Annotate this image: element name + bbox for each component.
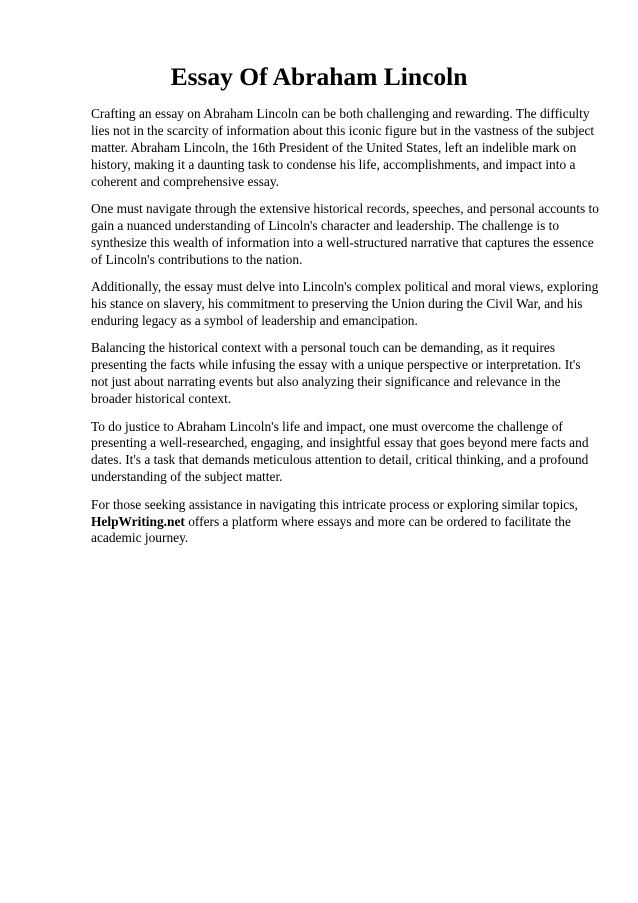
paragraph-views: Additionally, the essay must delve into Lincoln's complex political and moral views, exploring his stance on slavery, his commitment to preserving the Union during the Civil War, and his enduring legacy as a symbol of leadership and emancipation. bbox=[91, 279, 599, 328]
paragraph-research: One must navigate through the extensive historical records, speeches, and personal accounts to gain a nuanced understanding of Lincoln's character and leadership. The challenge is to synthesize this wealth of information into a well-structured narrative that captures the essence of Lincoln's contributions to the nation. bbox=[91, 201, 599, 267]
paragraph-justice: To do justice to Abraham Lincoln's life and impact, one must overcome the challenge of presenting a well-researched, engaging, and insightful essay that goes beyond mere facts and dates. It's a task that demands meticulous attention to detail, critical thinking, and a profound understanding of the subject matter. bbox=[91, 418, 589, 485]
closing-lead-text: For those seeking assistance in navigating this intricate process or exploring similar topics, bbox=[91, 496, 578, 512]
page-title: Essay Of Abraham Lincoln bbox=[170, 62, 468, 91]
essay-body bbox=[91, 106, 599, 558]
closing-tail-text: offers a platform where essays and more can be ordered to facilitate the academic journey. bbox=[91, 513, 571, 546]
brand-link[interactable]: HelpWriting.net bbox=[91, 513, 185, 529]
paragraph-closing bbox=[91, 497, 599, 548]
paragraph-balance: Balancing the historical context with a personal touch can be demanding, as it requires presenting the facts while infusing the essay with a unique perspective or interpretation. It's not just about narrating events but also analyzing their significance and relevance in the broader historical context. bbox=[91, 340, 581, 407]
paragraph-intro: Crafting an essay on Abraham Lincoln can be both challenging and rewarding. The difficulty lies not in the scarcity of information about this iconic figure but in the vastness of the subject matter. Abraham Lincoln, the 16th President of the United States, left an indelible mark on history, making it a daunting task to condense his life, accomplishments, and impact into a coherent and comprehensive essay. bbox=[91, 106, 595, 189]
